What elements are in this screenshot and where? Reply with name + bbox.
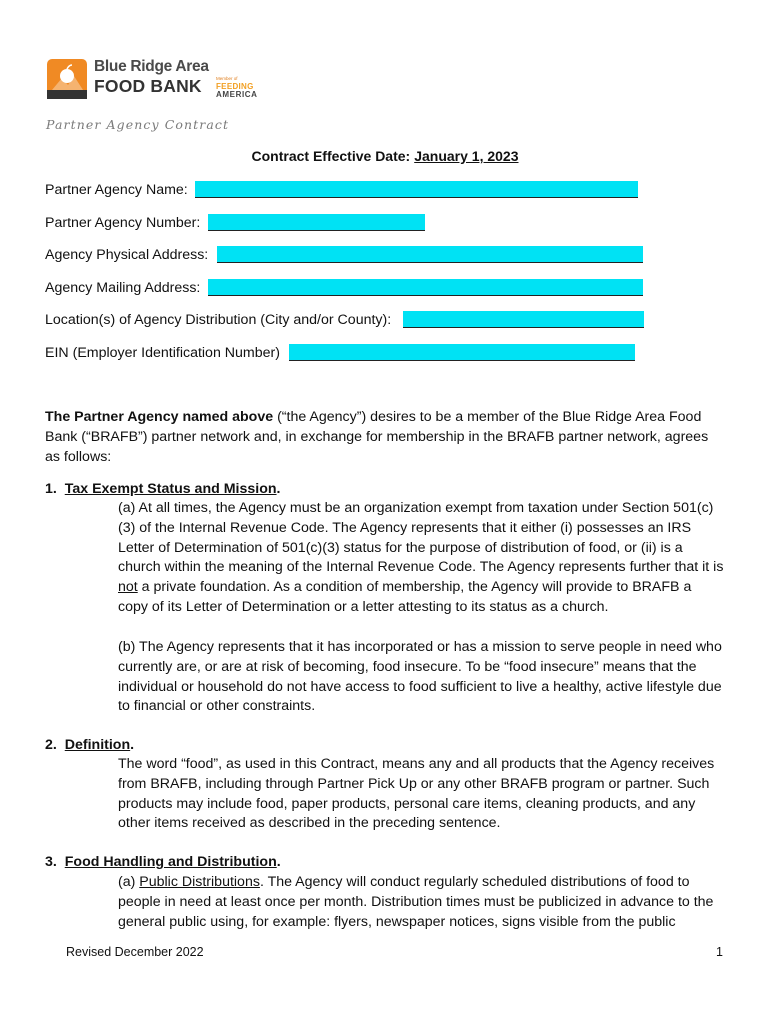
section-2-title: Definition — [64, 737, 131, 753]
section-1b: (b) The Agency represents that it has incorporated or has a mission to serve people in need who currently are, or are at risk of becoming, food insecure. To be “food insecure” means that the individual or household do not have access to food sufficient to live a healthy, active lifestyle due to financial or other constraints. — [118, 639, 722, 715]
agency-name-row — [45, 181, 188, 199]
intro-bold: The Partner Agency named above — [45, 409, 274, 425]
agency-number-field[interactable] — [208, 214, 425, 231]
footer-revised: Revised December 2022 — [66, 945, 204, 959]
section-1-title: Tax Exempt Status and Mission — [64, 481, 277, 497]
agency-number-row — [45, 214, 200, 232]
ein-row — [45, 344, 280, 362]
effective-date — [0, 148, 770, 164]
physical-address-label: Agency Physical Address: — [45, 247, 209, 263]
section-2-heading: 2. Definition. — [45, 737, 135, 753]
mailing-address-field[interactable] — [208, 279, 643, 296]
section-1-heading: 1. Tax Exempt Status and Mission. — [45, 481, 281, 497]
agency-number-label: Partner Agency Number: — [45, 215, 201, 231]
ein-field[interactable] — [289, 344, 635, 361]
section-1a-post: a private foundation. As a condition of membership, the Agency will provide to BRAFB a copy of its Letter of Determination or a letter attesting to its status as a church. — [118, 579, 692, 615]
section-1a-pre: (a) At all times, the Agency must be an organization exempt from taxation under Section 501(c)(3) of the Internal Revenue Code. The Agency represents that it either (i) possesses an IRS Letter of Determination of 501(c)(3) status for the purpose of distribution of food, or (ii) is a church within the meaning of the Internal Revenue Code. The Agency represents further that it is — [118, 500, 724, 576]
intro-text: (“the Agency”) desires to be a member of the Blue Ridge Area Food Bank (“BRAFB”) partner network and, in exchange for membership in the BRAFB partner network, agrees as follows: — [45, 409, 709, 465]
mailing-address-label: Agency Mailing Address: — [45, 280, 201, 296]
section-1a-not: not — [118, 579, 138, 596]
intro-paragraph — [45, 408, 725, 467]
effective-date-label: Contract Effective Date: — [251, 148, 411, 164]
ein-label: EIN (Employer Identification Number) — [45, 345, 280, 361]
distribution-locations-field[interactable] — [403, 311, 644, 328]
food-bank-logo-icon — [46, 58, 88, 100]
section-2-number: 2. — [45, 737, 57, 753]
section-3-number: 3. — [45, 854, 57, 870]
section-1-number: 1. — [45, 481, 57, 497]
feeding-america-america: AMERICA — [216, 90, 258, 99]
agency-name-field[interactable] — [195, 181, 638, 198]
physical-address-field[interactable] — [217, 246, 643, 263]
page-number: 1 — [716, 945, 723, 959]
logo-line1: Blue Ridge Area — [94, 58, 209, 75]
physical-address-row — [45, 246, 208, 264]
feeding-america-feeding: FEEDING — [216, 82, 254, 91]
section-3a-body: . The Agency will conduct regularly scheduled distributions of food to people in need at least once per month. Distribution times must be publicized in advance to the general public using, for example: flyers, newspaper notices, signs visible from the public — [118, 874, 714, 930]
mailing-address-row — [45, 279, 200, 297]
distribution-locations-label: Location(s) of Agency Distribution (City and/or County): — [45, 312, 392, 328]
section-2-body: The word “food”, as used in this Contract, means any and all products that the Agency receives from BRAFB, including through Partner Pick Up or any other BRAFB program or partner. Such products may include food, paper products, personal care items, cleaning products, and any other items received as described in the preceding sentence. — [118, 756, 715, 832]
agency-name-label: Partner Agency Name: — [45, 182, 188, 198]
section-3a-label: (a) — [118, 874, 140, 890]
feeding-america-member: Member of — [216, 76, 238, 81]
effective-date-value: January 1, 2023 — [414, 148, 519, 164]
section-1a — [118, 499, 724, 618]
document-subtitle: Partner Agency Contract — [46, 117, 230, 132]
section-3-heading: 3. Food Handling and Distribution. — [45, 854, 281, 870]
distribution-locations-row — [45, 311, 391, 329]
section-3a-title: Public Distributions — [139, 874, 260, 890]
section-3-title: Food Handling and Distribution — [64, 854, 277, 870]
section-3a — [118, 873, 724, 932]
blue-ridge-logo — [46, 58, 276, 102]
logo-line2: FOOD BANK — [94, 76, 202, 96]
